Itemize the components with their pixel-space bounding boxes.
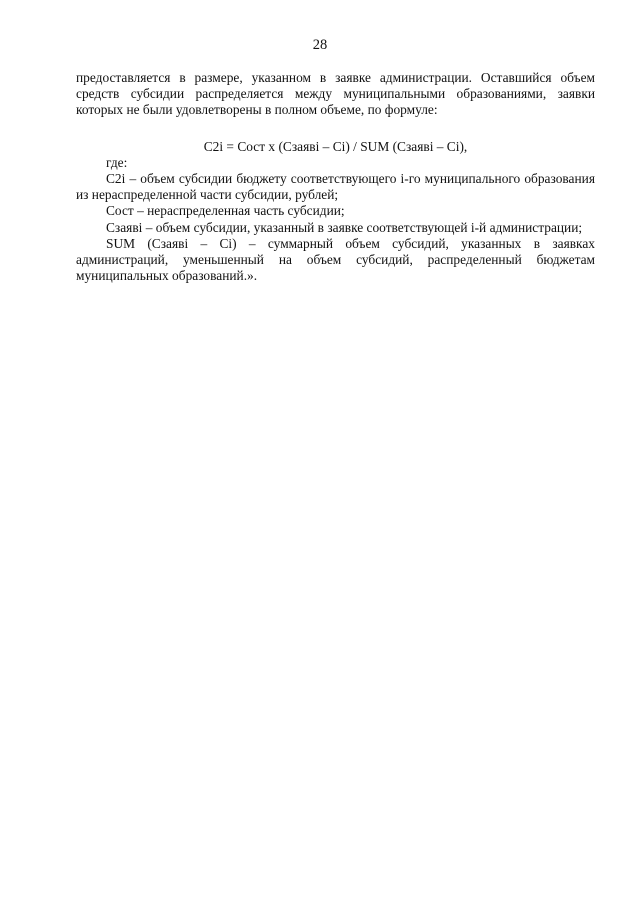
definition-c2i: C2i – объем субсидии бюджету соответствующего i-го муниципального образования из нераспределенной части субсидии, рублей;	[76, 171, 595, 203]
page-number: 28	[312, 37, 328, 53]
document-body	[76, 70, 595, 284]
where-label: где:	[106, 154, 128, 170]
intro-paragraph: предоставляется в размере, указанном в заявке администрации. Оставшийся объем средств субсидии распределяется между муниципальными образованиями, заявки которых не были удовлетворены в полном объеме, по формуле:	[76, 70, 595, 118]
definition-cost: Сост – нераспределенная часть субсидии;	[106, 203, 345, 219]
definition-czayavi: Сзаяві – объем субсидии, указанный в заявке соответствующей i-й администрации;	[106, 219, 583, 235]
formula: C2i = Сост x (Сзаяві – Ci) / SUM (Сзаяві – Ci),	[203, 138, 468, 154]
definition-sum: SUM (Сзаяві – Ci) – суммарный объем субсидий, указанных в заявках администраций, уменьшенный на объем субсидий, распределенный бюджетам муниципальных образований.».	[76, 235, 595, 284]
